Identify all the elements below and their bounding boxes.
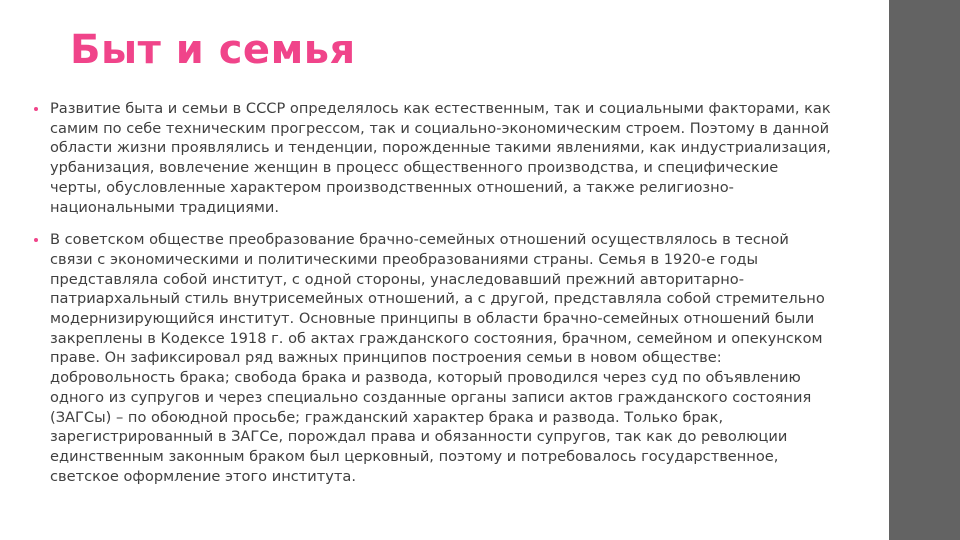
bullet-dot-icon <box>34 238 38 242</box>
slide-title: Быт и семья <box>70 27 356 73</box>
bullet-item <box>34 99 834 217</box>
bullet-text: В советском обществе преобразование брачно-семейных отношений осуществлялось в тесной связи с экономическими и политическими преобразованиями страны. Семья в 1920-е годы представляла собой институт, с одной стороны, унаследовавший прежний авторитарно-патриархальный стиль внутрисемейных отношений, а с другой, представляла собой стремительно модернизирующийся институт. Основные принципы в области брачно-семейных отношений были закреплены в Кодексе 1918 г. об актах гражданского состояния, брачном, семейном и опекунском праве. Он зафиксировал ряд важных принципов построения семьи в новом обществе: добровольность брака; свобода брака и развода, который проводился через суд по объявлению одного из супругов и через специально созданные органы записи актов гражданского состояния (ЗАГСы) – по обоюдной просьбе; гражданский характер брака и развода. Только брак, зарегистрированный в ЗАГСе, порождал права и обязанности супругов, так как до революции единственным законным браком был церковный, поэтому и потребовалось государственное, светское оформление этого института. <box>50 231 825 485</box>
side-bar <box>889 0 960 540</box>
bullet-dot-icon <box>34 107 38 111</box>
bullet-text: Развитие быта и семьи в СССР определялось как естественным, так и социальными факторами, как самим по себе техническим прогрессом, так и социально-экономическим строем. Поэтому в данной области жизни проявлялись и тенденции, порожденные такими явлениями, как индустриализация, урбанизация, вовлечение женщин в процесс общественного производства, и специфические черты, обусловленные характером производственных отношений, а также религиозно-национальными традициями. <box>50 100 831 216</box>
bullet-list <box>34 99 834 499</box>
bullet-item <box>34 230 834 486</box>
